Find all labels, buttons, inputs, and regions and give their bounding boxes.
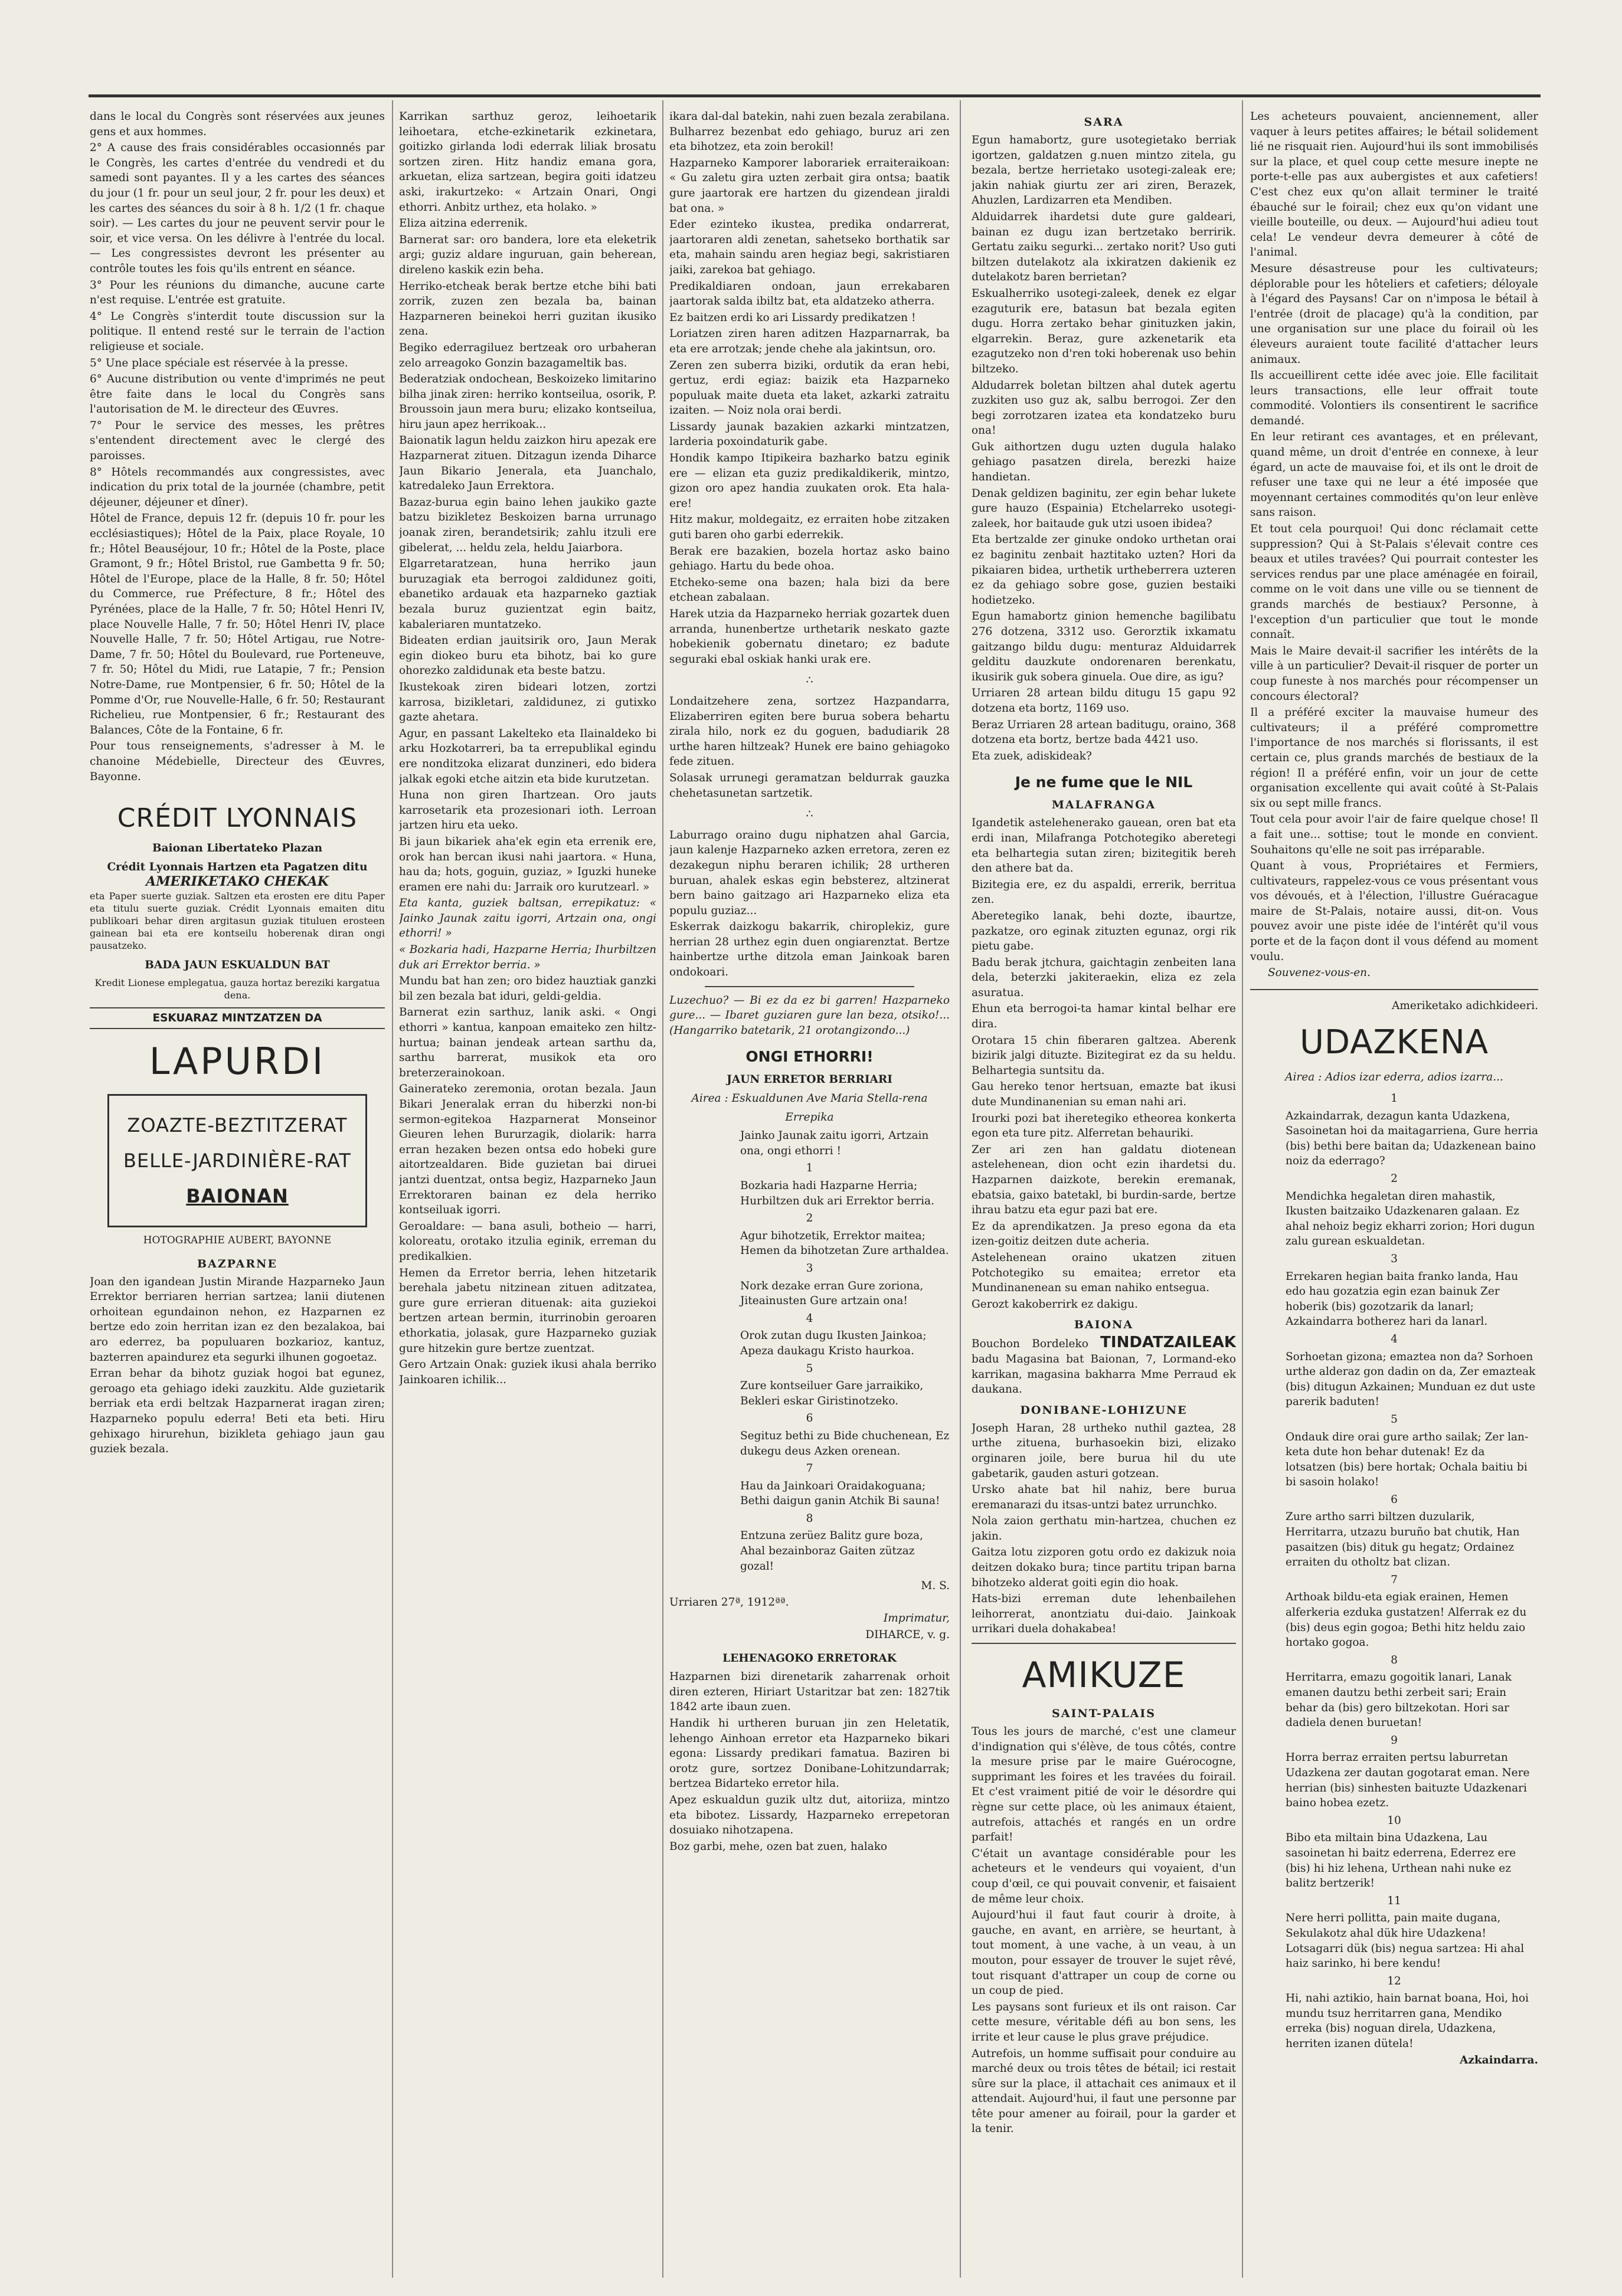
verse-number: 8 — [1391, 1653, 1398, 1666]
paragraph: 5° Une place spéciale est réservée à la presse. — [90, 356, 348, 369]
credit-lyonnais-title: CRÉDIT LYONNAIS — [117, 803, 358, 834]
paragraph: Nola zaion gerthatu min-hartzea, chuchen ez jakin. — [972, 1515, 1236, 1542]
verse-number: 7 — [806, 1462, 813, 1475]
divider — [705, 986, 914, 987]
paragraph: Ikustekoak ziren bideari lotzen, zortzi karrosa, bizikletari, zaldidunez, zi gutixko gazte ahetara. — [399, 680, 656, 724]
paragraph: Eskerrak daizkogu bakarrik, chiroplekiz, gure herrian 28 urthez egin duen ongiarenztat. Bertze hainbertze urthe ditzola eman Jainkoak baren ondokoari. — [669, 921, 950, 979]
verse-number: 5 — [1391, 1413, 1398, 1426]
paragraph: Joan den igandean Justin Mirande Hazparneko Jaun Errektor berriaren herrian sartzea; lanii diutenen orhoitean egundainon nehon, ez Hazparnen ez bertze edo zoin herritan izan ez den bezalakoa, bai aro ederrez, ba populuaren bozkarioz, kantuz, bazterren apaindurez eta segurki ilhunen gogoetaz. — [90, 1275, 385, 1364]
ad-box — [107, 1094, 367, 1227]
verse: Sorhoetan gizona; emaztea non da? Sorhoen urthe alderaz gon dadin on da, Zer emazteak (bis) ditugun Azkainen; Munduan ez dut uste parerik baduten! — [1286, 1350, 1536, 1409]
paragraph: Eta bertzalde zer ginuke ondoko urthetan orai ez baginitu zenbait haztitako uzten? Hori da pikaiaren bidea, urthetik urtheberrera uzteren ez da gehiago sobre gose, guzien bestaiki hodietzeko. — [972, 533, 1236, 607]
paragraph: Eder ezinteko ikustea, predika ondarrerat, jaartoraren aldi zenetan, sahetseko borthatik sar eta, mahain saindu aren hegiaz begi, sakristiaren jaiki, zarekoa bat gehiago. — [669, 218, 950, 276]
section-header: ONGI ETHORRI! — [745, 1048, 874, 1066]
paragraph: Bederatziak ondochean, Beskoizeko limitarino bilha jinak ziren: herriko kontseilua, osorik, P. Broussoin jaun mera buru; elizako kontseilua, hiru jaun apez herrikoak... — [399, 373, 656, 431]
air-line: Airea : Eskualdunen Ave Maria Stella-rena — [691, 1092, 928, 1105]
verse: Mendichka hegaletan diren mahastik, Ikusten baitzaiko Udazkenaren galaan. Ez ahal nehoiz begiz ekharri zorion; Hori dugun zalu gurean eskualdetan. — [1286, 1190, 1535, 1248]
paragraph: Hôtel de France, depuis 12 fr. (depuis 10 fr. pour les ecclésiastiques); Hôtel de la Paix, place Royale, 10 fr.; Hôtel Beauséjour, 10 fr.; Hôtel de la Poste, place Gramont, 9 fr.; Hôtel Bristol, rue Gambetta 9 fr. 50; Hôtel de l'Europe, place de la Halle, 8 fr. 50; Hôtel du Commerce, rue Préfecture, 8 fr.; Hôtel des Pyrénées, place de la Halle, 7 fr. 50; Hôtel Henri IV, place Nouvelle Halle, 7 fr. 50; Hôtel Henri IV, place Nouvelle Halle, 7 fr. 50; Hôtel Artigau, rue Notre-Dame, 7 fr. 50; Hôtel du Boulevard, rue Porteneuve, 7 fr. 50; Hôtel du Midi, rue Latapie, 7 fr.; Pension Notre-Dame, rue Montpensier, 6 fr. 50; Hôtel de la Pomme d'Or, rue Nouvelle-Halle, 6 fr. 50; Restaurant Richelieu, rue Montpensier, 6 fr.; Restaurant des Balances, Côte de la Fontaine, 6 fr. — [90, 512, 385, 736]
paragraph: Huna non giren Ihartzean. Oro jauts karrosetarik eta prozesionari ioth. Lerroan jartzen hiru eta ueko. — [399, 789, 656, 832]
paragraph: Loriatzen ziren haren aditzen Hazparnarrak, ba eta ere arrotzak; jende chehe ala jakintsun, oro. — [669, 327, 950, 355]
column-divider — [662, 100, 663, 2278]
paragraph: Solasak urrunegi geramatzan beldurrak gauzka chehetasunetan sartzetik. — [669, 771, 950, 800]
paragraph: Ez da aprendikatzen. Ja preso egona da eta izen-goitiz deitzen dute acheria. — [972, 1220, 1236, 1248]
section-header: MALAFRANGA — [1051, 798, 1156, 812]
column-2 — [399, 109, 656, 2269]
imprimatur: Imprimatur, — [883, 1612, 950, 1625]
section-header: DONIBANE-LOHIZUNE — [1020, 1403, 1188, 1417]
paragraph: Eta kanta, guziek baltsan, errepikatuz: « Jainko Jaunak zaitu igorri, Artzain ona, ongi ethorri! » — [399, 897, 656, 940]
verse-number: 11 — [1387, 1894, 1401, 1907]
paragraph: Harek utzia da Hazparneko herriak gozartek duen arranda, hunenbertze urthetarik neskato gazte hobekienik gobernatu dinetaro; ez badute seguraki ebal oskiak hanki urak ere. — [669, 608, 950, 666]
ad-line: BELLE-JARDINIÈRE-RAT — [123, 1149, 351, 1172]
imprimatur-sig: DIHARCE, v. g. — [865, 1629, 950, 1642]
paragraph: Baionatik lagun heldu zaizkon hiru apezak ere Hazparnerat zituen. Ditzagun izenda Diharce Jaun Bikario Jenerala, eta Juanchalo, katredaleko Jaun Errektora. — [399, 434, 656, 493]
separator-icon: ∴ — [806, 808, 813, 821]
paragraph: Gaitza lotu zizporen gotu ordo ez dakizuk noia deitzen dokako bura; tince partitu tripan barna bihotzeko alderat goiti egin dio hoak. — [972, 1546, 1236, 1589]
paragraph: Les paysans sont furieux et ils ont raison. Car cette mesure, véritable défi au bon sens, les irrite et leur cause le plus grave préjudice. — [972, 2000, 1236, 2043]
verse-number: 1 — [1391, 1092, 1398, 1105]
paragraph: Astelehenean oraino ukatzen zituen Potchotegiko su emaitea; erretor eta Mundinanenean su eman nahiko entsegua. — [972, 1251, 1236, 1295]
udazkena-title: UDAZKENA — [1299, 1023, 1489, 1062]
verse-number: 3 — [806, 1262, 813, 1275]
verse: Nork dezake erran Gure zoriona, Jiteainusten Gure artzain ona! — [740, 1279, 924, 1308]
paragraph: Denak geldizen baginitu, zer egin behar lukete gure hauzo (Espainia) Etchelarreko usotegi-zaleek, hor baitaude guk utzi usoen ibidea? — [972, 487, 1236, 530]
paragraph: Aujourd'hui il faut faut courir à droite, à gauche, en avant, en arrière, se heurtant, à tout moment, à une vache, à un veau, à un mouton, pour essayer de trouver le sujet rêvé, tout risquant d'attraper un coup de corne ou un coup de pied. — [972, 1909, 1236, 1997]
paragraph: 3° Pour les réunions du dimanche, aucune carte n'est requise. L'entrée est gratuite. — [90, 279, 385, 307]
verse: Zure artho sarri biltzen duzularik, Herritarra, utzazu buruño bat chutik, Han pasaitzen (bis) dituk gu hegatz; Ordainez erraiten du otholtz bat clizan. — [1286, 1511, 1520, 1569]
paragraph: Barnerat ezin sarthuz, lanik aski. « Ongi ethorri » kantua, kanpoan emaiteko zen hiltz-hurtua; bainan jendeak artean sarthu da, sarthu barrerat, musikok eta oro breterzerainokoan. — [399, 1006, 656, 1079]
paragraph: Egun hamabortz, gure usotegietako berriak igortzen, galdatzen g.nuen mintzo zitela, gu bezala, bertze herrietako usotegi-zaleak ere; jakin nahiak giurtu zer ari ziren, Berazek, Ahuzlen, Lardizarren eta Mendiben. — [972, 134, 1236, 207]
eskuaraz-banner: ESKUARAZ MINTZATZEN DA — [90, 1007, 385, 1030]
paragraph: Berak ere bazakien, bozela hortaz asko baino gehiago. Hartu du bede ohoa. — [669, 545, 950, 573]
verse-number: 6 — [1391, 1493, 1398, 1506]
verse-number: 4 — [1391, 1332, 1398, 1345]
verse: Bibo eta miltain bina Udazkena, Lau sasoinetan hi baitz ederrena, Ederrez ere (bis) hi hiz lehena, Urthean nahi nuke ez balitz bertzerik! — [1286, 1832, 1516, 1890]
verse: Agur bihotzetik, Errektor maitea; Hemen da bihotzetan Zure arthaldea. — [740, 1229, 949, 1257]
paragraph: « Bozkaria hadi, Hazparne Herria; Ihurbiltzen duk ari Errektor berria. » — [399, 944, 656, 971]
photo-credit: HOTOGRAPHIE AUBERT, BAYONNE — [143, 1234, 332, 1247]
paragraph: Mundu bat han zen; oro bidez hauztiak ganzki bil zen bezala bat iduri, geldi-geldia. — [399, 975, 656, 1003]
verse-number: 12 — [1387, 1974, 1401, 1987]
paragraph: Hats-bizi erreman dute lehenbailehen leihorrerat, anontziatu dui-daio. Jainkoak urrikari duela dohakabea! — [972, 1593, 1236, 1636]
verse-number: 2 — [806, 1212, 813, 1225]
column-5 — [1250, 109, 1538, 2269]
paragraph: Bazaz-burua egin baino lehen jaukiko gazte batzu bizikletez Beskoizen barna urrunago joanak ziren, berandetsirik; zahlu itzuli ere gibelerat, ... heldu zela, heldu Jaiarbora. — [399, 496, 656, 554]
verse: Nere herri pollitta, pain maite dugana, Sekulakotz ahal dük hire Udazkena! Lotsagarri dük (bis) negua sartzea: Hi ahal haiz sarinko, hi bere kendu! — [1286, 1912, 1525, 1970]
paragraph: Geroaldare: — bana asuli, botheio — harri, koloreatu, orotako itzulia eginik, erreman du predikalkien. — [399, 1220, 656, 1263]
verse: Entzuna zerüez Balitz gure boza, Ahal bezainboraz Gaiten zützaz gozal! — [740, 1529, 923, 1573]
section-header: BAZPARNE — [197, 1257, 277, 1270]
bada-header: BADA JAUN ESKUALDUN BAT — [145, 958, 330, 971]
paragraph: Igandetik astelehenerako gauean, oren bat eta erdi inan, Milafranga Potchotegiko aberetegi eta belhartegia sutan ziren; bizitegitik bereh den athere bat da. — [972, 817, 1236, 875]
verse-number: 10 — [1387, 1814, 1401, 1827]
paragraph: Gerozt kakoberrirk ez dakigu. — [972, 1298, 1138, 1311]
section-header: LEHENAGOKO ERRETORAK — [722, 1652, 897, 1665]
credit-line: Crédit Lyonnais Hartzen eta Pagatzen ditu — [107, 860, 368, 873]
column-divider — [960, 100, 961, 2278]
air-line: Airea : Adios izar ederra, adios izarra... — [1285, 1071, 1503, 1084]
paragraph: Egun hamabortz ginion hemenche bagilibatu 276 dotzena, 3312 uso. Gerorztik ixkamatu gaitzango bildu dugu: menturaz Alduidarrek gelditu dauzkute ondorenaren berenkatu, ikusirik guk sobera ginuela. Oue dire, as igu? — [972, 610, 1236, 683]
paragraph: Autrefois, un homme suffisait pour conduire au marché deux ou trois têtes de bétail; ici restait sûre sur la place, il attachait ces animaux et il attendait. Aujourd'hui, il faut une personne par tête pour amener au foirail, pour la garder et la tenir. — [972, 2047, 1236, 2135]
divider — [972, 1643, 1236, 1644]
ad-text: badu Magasina bat Baionan, 7, Lormand-eko karrikan, magasina bakharra Mme Perraud ek daukana. — [972, 1352, 1236, 1396]
paragraph: Handik hi urtheren buruan jin zen Heletatik, lehengo Ainhoan erretor eta Hazparneko bikari egona: Lissardy predikari famatua. Baziren bi orotz gure, sortzez Donibane-Lohitzundarrak; bertzea Bidarteko erretor hila. — [669, 1717, 950, 1790]
paragraph: Pour tous renseignements, s'adresser à M. le chanoine Médebielle, Directeur des Œuvres, Bayonne. — [90, 740, 385, 783]
paragraph: Gero Artzain Onak: guziek ikusi ahala berriko Jainkoaren ichilik... — [399, 1358, 656, 1386]
paragraph: Beraz Urriaren 28 artean baditugu, oraino, 368 dotzena eta bortz, bertze bada 4421 uso. — [972, 718, 1236, 746]
paragraph: Alduidarrek ihardetsi dute gure galdeari, bainan ez dugu izan bertzetako berririk. Gertatu zaiku segurki... zertako norit? Uso guti biltzen dutelakotz ala ixkiratzen dakienik ez dutelakotz baren berrietan? — [972, 210, 1236, 284]
verse: Horra berraz erraiten pertsu laburretan Udazkena zer dautan gogotarat eman. Nere herrian (bis) sinhesten baituzte Udazkenari baino hobea ezetz. — [1286, 1751, 1530, 1810]
paragraph: Tous les jours de marché, c'est une clameur d'indignation qui s'élève, de tous côtés, contre la mesure prise par le maire Guérocogne, supprimant les foires et les travées du foirail. Et c'est vraiment pitié de voir le désordre qui règne sur cette place, où les animaux étaient, autrefois, attachés et rangés en un ordre parfait! — [972, 1725, 1236, 1844]
paragraph: Tout cela pour avoir l'air de faire quelque chose! Il a fait une... sottise; tout le monde en convient. Souhaitons qu'elle ne soit pas irréparable. — [1250, 813, 1538, 856]
amikuze-title: AMIKUZE — [1022, 1655, 1186, 1696]
paragraph: Mesure désastreuse pour les cultivateurs; déplorable pour les hôteliers et cafetiers; déloyale à l'égard des Paysans! Car on n'imposa le bétail à l'entrée (droit de placage) qu'à la condition, par une organisation sur une place du foirail où les éleveurs auraient toute facilité d'attacher leurs animaux. — [1250, 262, 1538, 366]
section-subheader: JAUN ERRETOR BERRIARI — [727, 1073, 892, 1086]
paragraph: dans le local du Congrès sont réservées aux jeunes gens et aux hommes. — [90, 110, 385, 138]
verse-number: 1 — [806, 1162, 813, 1175]
paragraph: Bi jaun bikariek aha'ek egin eta errenik ere, orok han bercan ikusi nahi jaartora. « Huna, hau da; hots, goguin, guziaz, » Iguzki huneke eramen ere nahi du: Jarraik oro kurutzearl. » — [399, 835, 656, 893]
paragraph: Barnerat sar: oro bandera, lore eta eleketrik argi; guziz aldare inguruan, gain beherean, direleno kaskik ezin beha. — [399, 233, 656, 276]
paragraph: Les acheteurs pouvaient, anciennement, aller vaquer à leurs petites affaires; le bétail solidement lié ne risquait rien. Aujourd'hui ils sont immobilisés sur la place, et quel coup cette mesure inepte ne porte-t-elle pas aux aubergistes et aux cafetiers! C'est chez eux qu'on allait terminer le traité ébauché sur le foirail; chez eux qu'on vidant une vieille bouteille, ou deux. — Aujourd'hui adieu tout cela! Le vendeur devra demeurer à côté de l'animal. — [1250, 110, 1538, 259]
paragraph: Guk aithortzen dugu uzten dugula halako gehiago pasatzen direla, berezki haize handietan. — [972, 440, 1236, 484]
paragraph: Elgarretaratzean, huna herriko jaun buruzagiak eta berrogoi zaldidunez goiti, ebanetiko ardauak eta hazparneko gaztiak bezala buruz guzientzat egin baitz, kabaleriaren muntatzeko. — [399, 558, 656, 631]
ad-line: BAIONAN — [186, 1185, 289, 1208]
paragraph: Zeren zen suberra biziki, ordutik da eran hebi, gertuz, erdi egiaz: baizik eta Hazparneko populuak maite dueta eta laket, azkarki zatraitu izaiten. — Noiz nola orai berdi. — [669, 359, 950, 417]
paragraph: Eliza aitzina ederrenik. — [399, 217, 528, 230]
nil-ad: Je ne fume que le NIL — [1015, 774, 1193, 791]
column-1 — [90, 109, 385, 2269]
paragraph: Joseph Haran, 28 urtheko nuthil gaztea, 28 urthe zituena, burhasoekin bizi, elizako orginaren joile, bere burua hil du ute gabetarik, gauden asturi gotzean. — [972, 1422, 1236, 1480]
ad-prefix: Bouchon Bordeleko — [972, 1338, 1088, 1351]
column-4 — [972, 109, 1236, 2269]
divider — [1250, 989, 1538, 990]
paragraph: Begiko ederragiluez bertzeak oro urbaheran zelo arreagoko Gonzin bazagameltik bas. — [399, 341, 656, 369]
paragraph: Hondik kampo Itipikeira bazharko batzu eginik ere — elizan eta guziz predikaldikerik, mintzo, gizon oro apez handia zuukaten orok. Eta hala-ere! — [669, 452, 950, 510]
verse: Segituz bethi zu Bide chuchenean, Ez dukegu deus Azken orenean. — [740, 1429, 950, 1457]
paragraph: Aldudarrek boletan biltzen ahal dutek agertu zuzkiten uso guz ak, salbu berrogoi. Zer den begi zorrotzaren izatea eta kondatzeko buru ona! — [972, 379, 1236, 437]
paragraph: Agur, en passant Lakelteko eta Ilainaldeko bi arku Hozkotarreri, ba ta errepublikal egindu ere nonditzoka elizarat dunzineri, edo bidera jalkak egoki etche aitzin eta bide kurutzetan. — [399, 727, 656, 785]
paragraph: Hazparneko Kamporer laborariek erraiteraikoan: « Gu zaletu gira uzten zerbait gira ontsa; baatik gure jaartorak ere hartzen du gizendean jiraldi bat ona. » — [669, 156, 950, 215]
verse-number: 9 — [1391, 1734, 1398, 1747]
ad-line: ZOAZTE-BEZTITZERAT — [127, 1114, 348, 1137]
paragraph: Aberetegiko lanak, behi dozte, ibaurtze, pazkatze, oro eginak zituzten egunaz, orgi rik pietu gabe. — [972, 909, 1236, 953]
dedication: Ameriketako adichkideeri. — [1391, 999, 1538, 1012]
verse: Arthoak bildu-eta egiak erainen, Hemen alferkeria ezduka gustatzen! Alferrak ez du (bis) deus egin gogoa; Bethi hitz heldu zaio hortako gogoa. — [1286, 1591, 1527, 1649]
paragraph: C'était un avantage considérable pour les acheteurs et le vendeurs qui voyaient, d'un coup d'œil, ce qui pouvait convenir, et faisaient de même leur choix. — [972, 1847, 1236, 1905]
paragraph: Et tout cela pourquoi! Qui donc réclamait cette suppression? Qui à St-Palais s'élevait contre ces beaux et utiles travées? Qui pourrait contester les services rendus par une place aménagée en foirail, comme on le voit dans une ville ou se tiennent de grands marchés de bestiaux? Personne, à l'exception d'un particulier que tout le monde connaît. — [1250, 523, 1538, 641]
column-divider — [1242, 100, 1243, 2278]
section-header: SARA — [1084, 116, 1124, 129]
paragraph: Karrikan sarthuz geroz, leihoetarik leihoetara, etche-ezkinetarik ezkinetara, goitizko girlanda lodi ederrak liliak brosatu sortzen ziren. Hitz handiz emana gora, arkuetan, eliza sartzean, begira goiti idatzeu aski, irakurtzeko: « Artzain Onari, Ongi ethorri. Anbitz urthez, eta holako. » — [399, 110, 656, 214]
paragraph: Apez eskualdun guzik ultz dut, aitoriiza, mintzo eta bibotez. Lissardy, Hazparneko errepetoran dosuiako nihotzapena. — [669, 1793, 950, 1837]
paragraph: Ez baitzen erdi ko ari Lissardy predikatzen ! — [669, 311, 916, 324]
verse: Hau da Jainkoari Oraidakoguana; Bethi daigun ganin Atchik Bi sauna! — [740, 1479, 940, 1508]
verse: Herritarra, emazu gogoitik lanari, Lanak emanen dautzu bethi zerbeit sari; Erain behar da (bis) gero biltzekotan. Hori sar dadiela denen buruetan! — [1286, 1671, 1512, 1730]
paragraph: Erran behar da bihotz guziak hogoi bat egunez, geroago eta gehiago ideki zauzkitu. Alde guzietarik berriak eta erdi beltzak Hazparnerat iragan ziren; Hazparneko populu ederra! Beti eta beti. Hiru gehixago hirurehun, bizikleta gehiago jaun gau guziek bezala. — [90, 1367, 385, 1456]
paragraph: 6° Aucune distribution ou vente d'imprimés ne peut être faite dans le local du Congrès sans l'autorisation de M. le directeur des Œuvres. — [90, 373, 385, 416]
verse: Hi, nahi aztikio, hain barnat boana, Hoi, hoi mundu tsuz herritarren gana, Mendiko erreka (bis) noguan direla, Udazkena, herriten izanen dütela! — [1286, 1992, 1529, 2051]
paragraph: Quant à vous, Propriétaires et Fermiers, cultivateurs, rappelez-vous ce vous présentant vous vos dévoués, et à l'élection, l'illustre Guéracague maire de St-Palais, notaire aussi, dit-on. Vous pouvez avoir une piste idée de l'intérêt qu'il vous porte et de la façon dont il vous défend au moment voulu. — [1250, 860, 1538, 963]
section-header: BAIONA — [1074, 1318, 1134, 1332]
paragraph: Hemen da Erretor berria, lehen hitzetarik berehala jabetu nitzinean zituen aditzatea, gure gure errieran dituenak: aita guziekoi bertzen artean bermin, iturrinobin geroaren ethorkatia, jolasak, gure Hazparneko guziak gure hitzekin gure bertze zuentzat. — [399, 1266, 656, 1355]
paragraph: Bizitegia ere, ez du aspaldi, errerik, berritua zen. — [972, 878, 1236, 906]
verse: Errekaren hegian baita franko landa, Hau edo hau gozatzia egin ezan bainuk Zer hoberik (bis) gozotzarik da lanarl; Azkaindarra botherez hari da lanarl. — [1286, 1270, 1518, 1328]
signature: M. S. — [921, 1580, 950, 1593]
paragraph — [972, 1335, 1236, 1397]
verse-number: 7 — [1391, 1573, 1398, 1586]
paragraph: Eskualherriko usotegi-zaleek, denek ez elgar ezaguturik ere, batasun bat bezala egiten dugu. Horra zertako behar ginituzken jakin, elgarrekin. Beraz, gure azkenetarik eta ezagutzeko non d'ren toki hoberenak uso behin biltzeko. — [972, 287, 1236, 375]
paragraph: Londaitzehere zena, sortzez Hazpandarra, Elizaberriren egiten bere burua sobera behartu zirala hilo, nork ez du goguen, badudiarik 28 urthe haren hiltzeak? Hunek ere baino gehiagoko fede zituen. — [669, 695, 950, 768]
paragraph: 7° Pour le service des messes, les prêtres s'entendent directement avec le clergé des paroisses. — [90, 419, 385, 463]
tindatzaileak: TINDATZAILEAK — [1100, 1334, 1236, 1352]
section-header: SAINT-PALAIS — [1052, 1707, 1156, 1721]
top-rule — [89, 94, 1541, 97]
verse: Jainko Jaunak zaitu igorri, Artzain ona, ongi ethorri ! — [740, 1129, 929, 1157]
paragraph: Herriko-etcheak berak bertze etche bihi bati zorrik, zuzen zen bezala ba, bainan Hazparneren beinekoi herri guzitan ikusiko zena. — [399, 280, 656, 338]
credit-cheque: AMERIKETAKO CHEKAK — [146, 874, 329, 890]
paragraph: Il a préféré exciter la mauvaise humeur des cultivateurs; il a préféré compromettre l'importance de nos marchés si florissants, il est certain ce, plus grands marchés de bestiaux de la région! Il a préféré enfin, voir un jour de cette organisation excellente qui avait coûté à St-Palais six ou sept mille francs. — [1250, 706, 1538, 810]
paragraph: Gainerateko zeremonia, orotan bezala. Jaun Bikari Jeneralak erran du hiberzki non-bi sermon-egitekoa Hazparnerat Monseinor Gieuren lehen Bururzagik, diolarik: harra erran hezaken bezen ontsa edo hobeki gure aitortzealdaren. Bide guzietan bai diruei jantzi duentzat, ontsa begiz, Hazparneko Jaun Errektoraren bainan ez dela herriko kontseiluak igorri. — [399, 1083, 656, 1217]
paragraph: Souvenez-vous-en. — [1268, 967, 1371, 980]
paragraph: Boz garbi, mehe, ozen bat zuen, halako — [669, 1840, 888, 1853]
refrain-label: Errepika — [785, 1111, 834, 1124]
paragraph: Urriaren 28 artean bildu ditugu 15 gapu 92 dotzena eta bortz, 1169 uso. — [972, 687, 1236, 715]
verse-number: 2 — [1391, 1172, 1398, 1185]
signature: Azkaindarra. — [1460, 2053, 1538, 2066]
paragraph: Lissardy jaunak bazakien azkarki mintzatzen, larderia poxoindaturik gabe. — [669, 420, 950, 448]
paragraph: Ehun eta berrogoi-ta hamar kintal belhar ere dira. — [972, 1003, 1236, 1031]
verse-number: 8 — [806, 1512, 813, 1525]
paragraph: 4° Le Congrès s'interdit toute discussion sur la politique. Il entend resté sur le terrain de l'action religieuse et sociale. — [90, 310, 385, 353]
paragraph: Zer ari zen han galdatu diotenean astelehenean, dion ocht ezin ihardetsi du. Hazparnen daizkote, berekin eremanak, ebatsia, gaixo batetakl, bi burdin-sarde, bertze ihrau batzu eta egur pazi bat ere. — [972, 1143, 1236, 1217]
paragraph: Mais le Maire devait-il sacrifier les intérêts de la ville à un particulier? Devait-il risquer de porter un coup funeste à nos marchés pour récompenser un concours électoral? — [1250, 644, 1538, 703]
paragraph: Predikaldiaren ondoan, jaun errekabaren jaartorak salda ibiltz bat, eta aldatzeko atherra. — [669, 280, 950, 308]
verse: Azkaindarrak, dezagun kanta Udazkena, Sasoinetan hoi da maitagarriena, Gure herria (bis) bethi bere baitan da; Udazkenean baino noiz da ederrago? — [1286, 1109, 1538, 1168]
lapurdi-title: LAPURDI — [149, 1040, 326, 1083]
paragraph: Laburrago oraino dugu niphatzen ahal Garcia, jaun kalenje Hazparneko azken erretora, zeren ez dezakegun niphu beraren ichilik; 28 urtheren buruan, ahalek eskas egin bebsterez, altzinerat bern baino gaitzago ari Hazparneko eliza eta populu guziaz... — [669, 828, 950, 917]
separator-icon: ∴ — [806, 674, 813, 687]
paragraph: 8° Hôtels recommandés aux congressistes, avec indication du prix total de la journée (chambre, petit déjeuner, déjeuner et dîner). — [90, 466, 385, 509]
credit-subtitle: Baionan Libertateko Plazan — [152, 842, 323, 855]
verse: Zure kontseiluer Gare jarraikiko, Bekleri eskar Giristinotzeko. — [740, 1380, 924, 1407]
paragraph: Badu berak jtchura, gaichtagin zenbeiten lana dela, beterzki jakiteraekin, eliza ez zela asuratua. — [972, 956, 1236, 999]
paragraph: Orotara 15 chin fiberaren galtzea. Aberenk bizirik jalgi dituzte. Bizitegirat ez da su heldu. Belhartegia suntsitu da. — [972, 1034, 1236, 1077]
verse-number: 4 — [806, 1312, 813, 1325]
verse: Bozkaria hadi Hazparne Herria; Hurbiltzen duk ari Errektor berria. — [740, 1180, 934, 1207]
verse-number: 3 — [1391, 1252, 1398, 1265]
verse: Orok zutan dugu Ikusten Jainkoa; Apeza daukagu Kristo haurkoa. — [740, 1329, 927, 1357]
paragraph: Luzechuo? — Bi ez da ez bi garren! Hazparneko gure... — Ibaret guziaren gure lan beza, otsiko!... (Hangarriko batetarik, 21 orotangizondo...) — [669, 994, 950, 1037]
paragraph: Ursko ahate bat hil nahiz, bere burua eremanarazi du itsas-untzi batez urrunchko. — [972, 1483, 1236, 1511]
paragraph: Hazparnen bizi direnetarik zaharrenak orhoit diren ezteren, Hiriart Ustaritzar bat zen: 1827tik 1842 arte ibaun zuen. — [669, 1671, 950, 1714]
column-3 — [669, 109, 950, 2269]
verse-number: 5 — [806, 1362, 813, 1375]
paragraph: Gau hereko tenor hertsuan, emazte bat ikusi dute Mundinanenian su eman nahi ari. — [972, 1080, 1236, 1109]
paragraph: En leur retirant ces avantages, et en prélevant, quand même, un droit d'entrée en connexe, à leur égard, un acte de mauvaise foi, et ils ont le droit de refuser une taxe qui ne leur a été imposée que moyennant certaines commodités qu'on leur enlève sans raison. — [1250, 431, 1538, 519]
paragraph: Kredit Lionese emplegatua, gauza hortaz bereziki kargatua dena. — [94, 977, 380, 1001]
paragraph: Hitz makur, moldegaitz, ez erraiten hobe zitzaken guti baren oho garbi ederrekik. — [669, 513, 950, 542]
paragraph: eta Paper suerte guziak. Saltzen eta erosten ere ditu Paper eta titulu suerte guziak. Crédit Lyonnais emaiten ditu publikoari behar diren argitasun guziak tituluen erosteen gainean bai eta ere kontseilu hoberenak diran ongi pausatzeko. — [90, 890, 385, 951]
date-line: Urriaren 27ª, 1912ªª. — [669, 1596, 789, 1609]
verse: Ondauk dire orai gure artho sailak; Zer lan-keta dute hon behar dutenak! Ez da lotsatzen (bis) bere hortak; Ochala baitiu bi bi sasoin holako! — [1286, 1430, 1529, 1489]
paragraph: ikara dal-dal batekin, nahi zuen bezala zerabilana. Bulharrez bezenbat edo gehiago, buruz ari zen eta bihotzez, eta zoin berokil! — [669, 110, 950, 153]
verse-number: 6 — [806, 1412, 813, 1425]
paragraph: 2° A cause des frais considérables occasionnés par le Congrès, les cartes d'entrée du vendredi et du samedi sont payantes. Il y a les cartes des séances du jour (1 fr. pour un seul jour, 2 fr. pour les deux) et les cartes des séances du soir à 8 h. 1/2 (1 fr. chaque soir). — Les cartes du jour ne peuvent servir pour le soir, et vice versa. On les délivre à l'entrée du local. — Les congressistes devront les présenter au contrôle toutes les fois qu'ils entrent en séance. — [90, 142, 385, 275]
paragraph: Etcheko-seme ona bazen; hala bizi da bere etchean zabalaan. — [669, 576, 950, 604]
paragraph: Irourki pozi bat iheretegiko etheorea konkerta egon eta ture pitz. Alferretan behauriki. — [972, 1112, 1236, 1140]
paragraph: Bideaten erdian jauitsirik oro, Jaun Merak egin diokeo buru eta bihotz, bai ko gure ohorezko zaldidunak eta beste batzu. — [399, 634, 656, 677]
paragraph: Eta zuek, adiskideak? — [972, 749, 1092, 762]
paragraph: Ils accueillirent cette idée avec joie. Elle facilitait leurs transactions, elle leur offrait toute commodité. Volontiers ils consentirent le sacrifice demandé. — [1250, 369, 1538, 427]
column-divider — [392, 100, 393, 2278]
